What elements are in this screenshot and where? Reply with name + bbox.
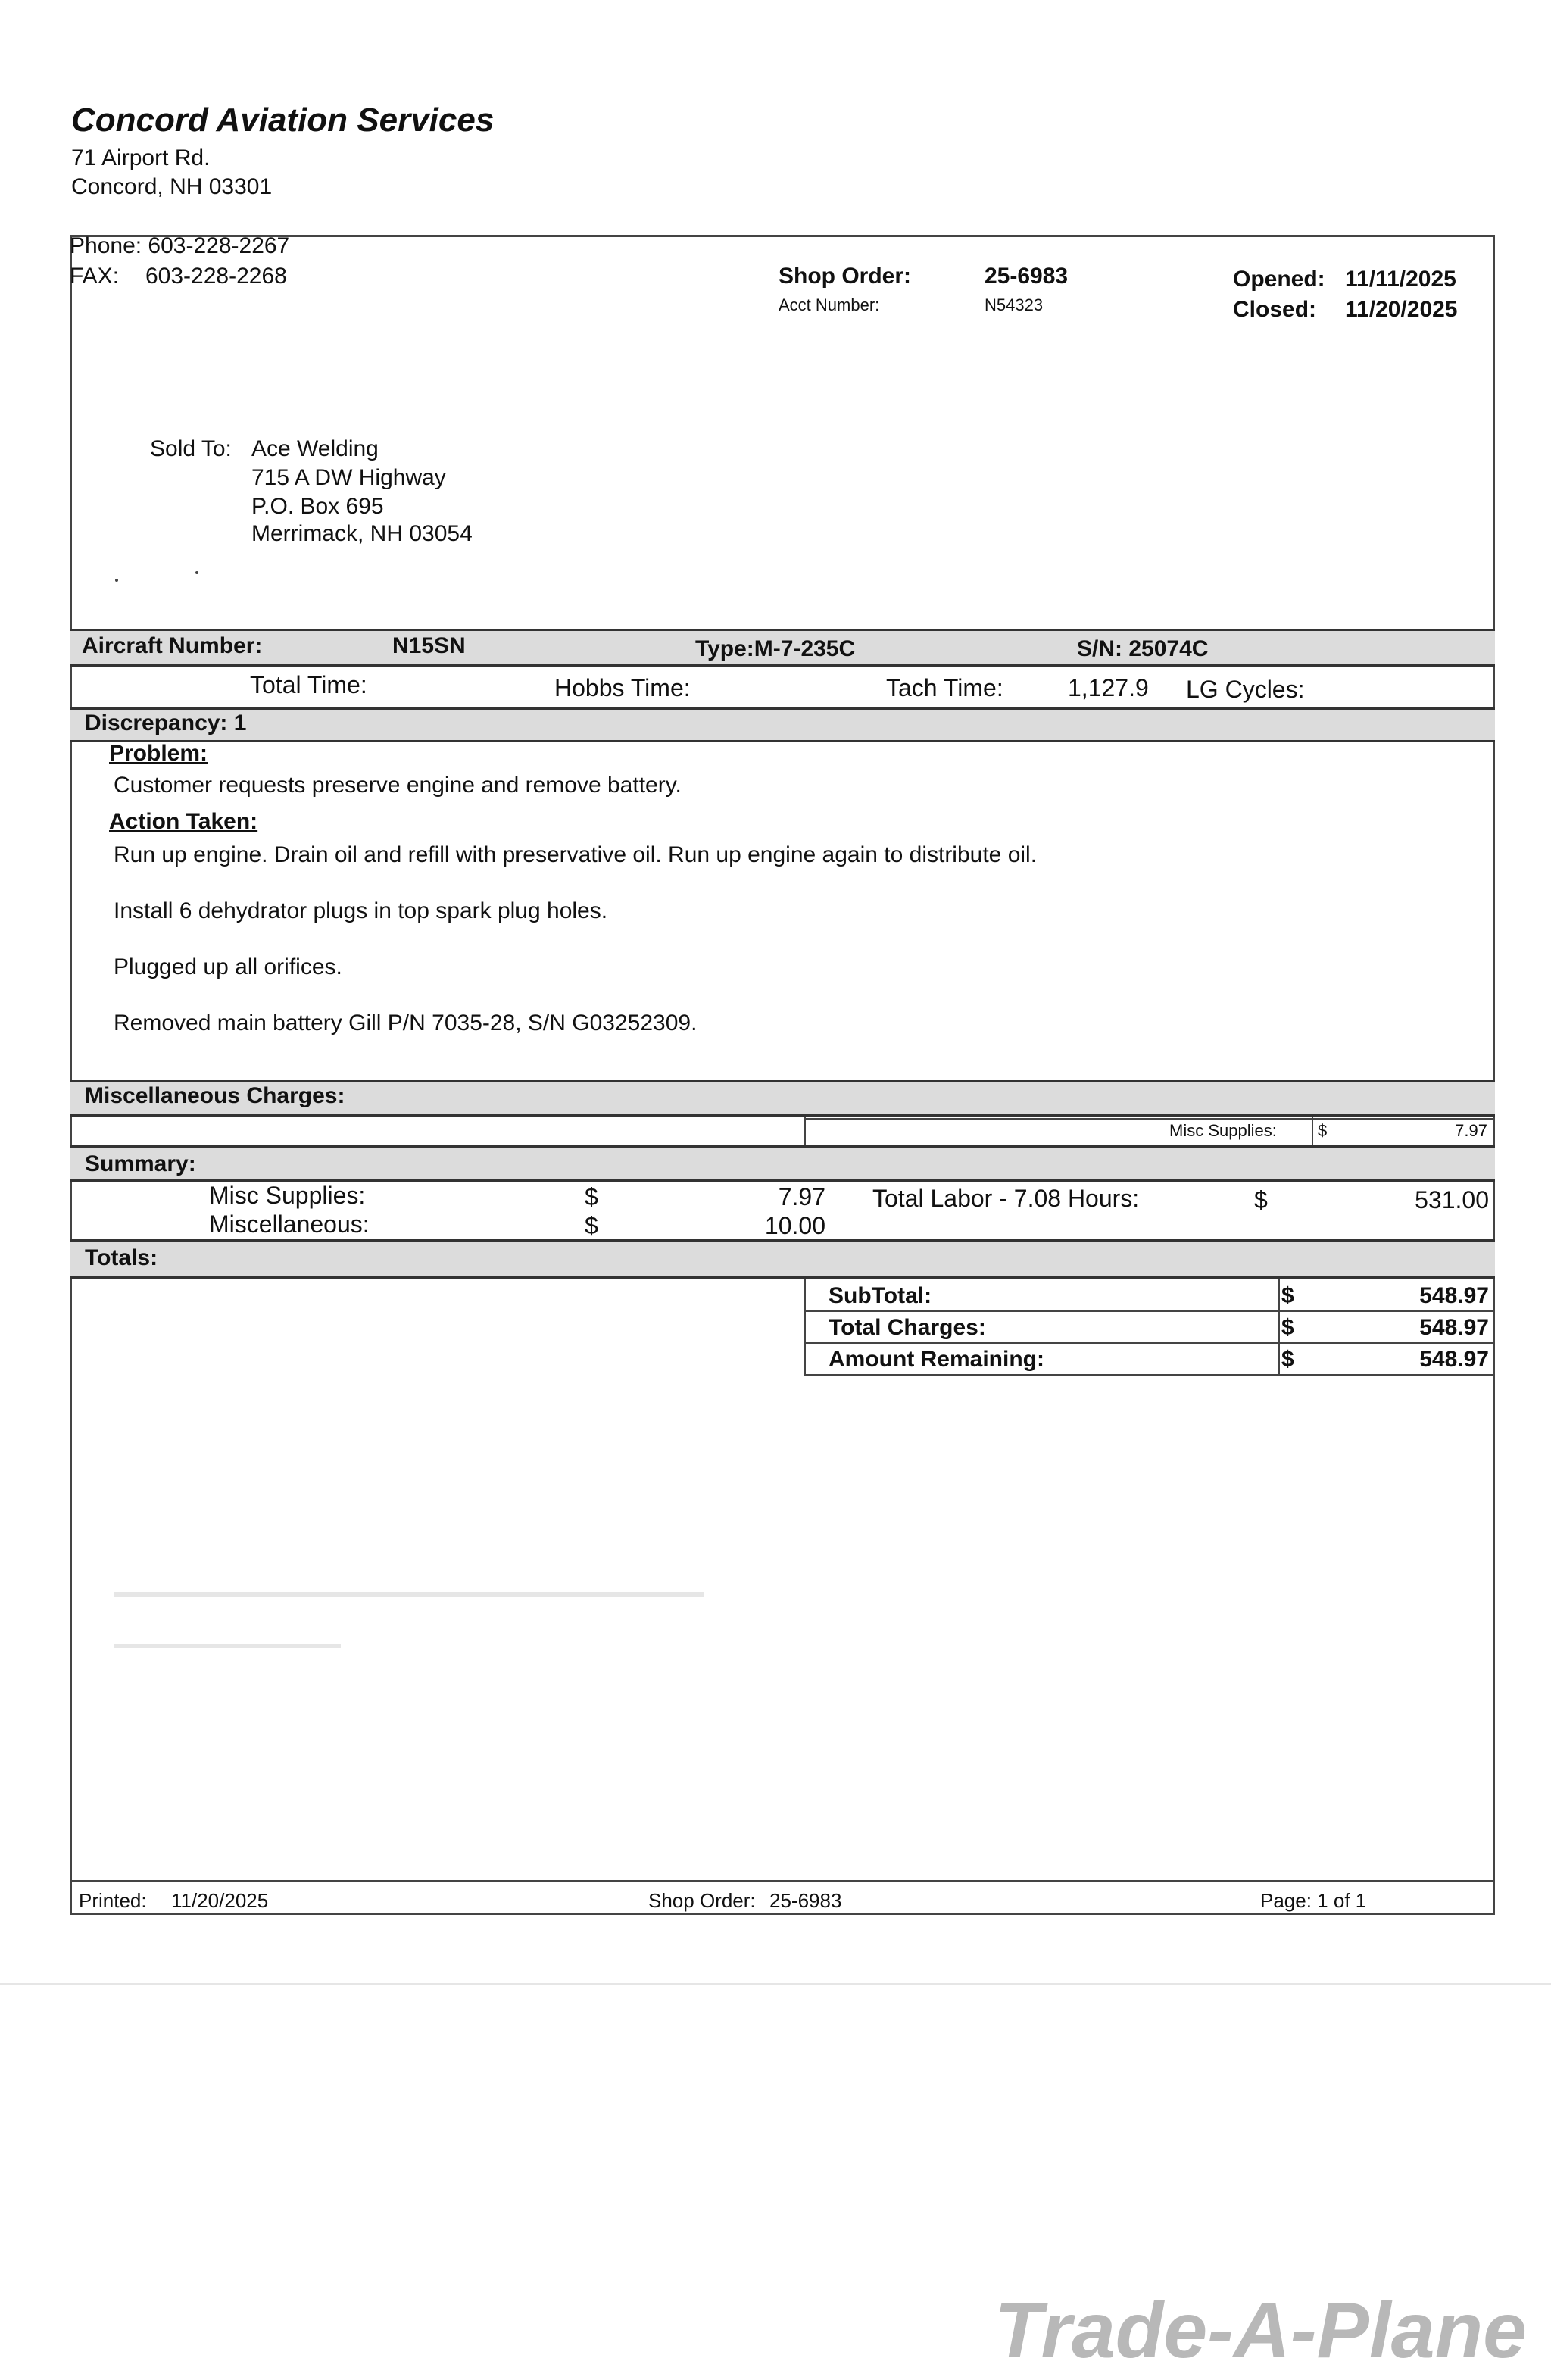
- sold-to-line2: P.O. Box 695: [251, 494, 384, 519]
- tach-time-value: 1,127.9: [1068, 674, 1149, 701]
- company-fax: 603-228-2268: [145, 264, 287, 289]
- bleed-through-mark: [114, 1592, 704, 1597]
- sold-to-name: Ace Welding: [251, 436, 379, 461]
- total-time-label: Total Time:: [250, 671, 367, 698]
- aircraft-serial: S/N: 25074C: [1077, 636, 1209, 661]
- aircraft-type: Type:M-7-235C: [695, 636, 856, 661]
- summary-header: Summary:: [85, 1151, 196, 1176]
- shop-order-label: Shop Order:: [779, 264, 912, 289]
- trade-a-plane-logo: [772, 2288, 1530, 2371]
- fax-label: FAX:: [70, 264, 120, 289]
- sold-to-line1: 715 A DW Highway: [251, 465, 446, 490]
- misc-charges-divider: [804, 1117, 806, 1145]
- total-charges-value: 548.97: [1419, 1315, 1489, 1340]
- closed-label: Closed:: [1233, 297, 1317, 322]
- opened-date: 11/11/2025: [1345, 267, 1456, 292]
- discrepancy-header: Discrepancy: 1: [85, 711, 247, 736]
- footer-rule: [70, 1880, 1495, 1882]
- subtotal-currency: $: [1281, 1283, 1294, 1308]
- opened-label: Opened:: [1233, 267, 1325, 292]
- summary-bar: [70, 1145, 1495, 1182]
- misc-supplies-value: 7.97: [1455, 1121, 1487, 1140]
- totals-left-border: [804, 1279, 806, 1376]
- speck: [195, 571, 198, 574]
- speck: [115, 579, 118, 582]
- closed-date: 11/20/2025: [1345, 297, 1458, 322]
- company-address-line1: 71 Airport Rd.: [71, 145, 211, 170]
- totals-row-rule: [804, 1374, 1495, 1376]
- discrepancy-bar: [70, 707, 1495, 742]
- acct-number: N54323: [985, 295, 1044, 314]
- lg-cycles-label: LG Cycles:: [1186, 676, 1305, 703]
- shop-order-number: 25-6983: [985, 264, 1069, 289]
- summary-labor-value: 531.00: [1415, 1186, 1489, 1213]
- summary-miscellaneous-label: Miscellaneous:: [209, 1210, 370, 1238]
- problem-label: Problem:: [109, 741, 208, 766]
- amount-remaining-currency: $: [1281, 1347, 1294, 1372]
- hobbs-time-label: Hobbs Time:: [554, 674, 691, 701]
- footer-shop-order-label: Shop Order:: [648, 1889, 756, 1912]
- action-line: Run up engine. Drain oil and refill with preservative oil. Run up engine again to distribute oil.: [114, 842, 1038, 867]
- totals-row-rule: [804, 1342, 1495, 1344]
- misc-supplies-currency: $: [1318, 1121, 1328, 1140]
- sold-to-label: Sold To:: [150, 436, 232, 461]
- action-line: Install 6 dehydrator plugs in top spark plug holes.: [114, 898, 608, 923]
- summary-misc-value: 7.97: [778, 1183, 825, 1210]
- misc-charges-header: Miscellaneous Charges:: [85, 1083, 345, 1108]
- amount-remaining-value: 548.97: [1419, 1347, 1489, 1372]
- total-charges-currency: $: [1281, 1315, 1294, 1340]
- aircraft-number: N15SN: [392, 633, 466, 658]
- action-line: Plugged up all orifices.: [114, 954, 342, 979]
- action-taken-label: Action Taken:: [109, 809, 258, 834]
- summary-labor-currency: $: [1254, 1186, 1268, 1213]
- summary-miscellaneous-value: 10.00: [764, 1212, 825, 1239]
- printed-date: 11/20/2025: [171, 1889, 269, 1912]
- bleed-through-mark: [114, 1644, 341, 1648]
- sold-to-line3: Merrimack, NH 03054: [251, 521, 473, 546]
- action-line: Removed main battery Gill P/N 7035-28, S/N G03252309.: [114, 1010, 697, 1035]
- company-phone: Phone: 603-228-2267: [70, 233, 290, 258]
- footer-shop-order: 25-6983: [769, 1889, 842, 1912]
- scan-edge-line: [0, 1983, 1551, 1985]
- amount-remaining-label: Amount Remaining:: [829, 1347, 1044, 1372]
- summary-misc-currency: $: [585, 1183, 598, 1210]
- totals-currency-divider: [1278, 1279, 1280, 1376]
- totals-header: Totals:: [85, 1245, 158, 1270]
- company-address-line2: Concord, NH 03301: [71, 174, 273, 199]
- summary-miscellaneous-currency: $: [585, 1212, 598, 1239]
- aircraft-number-label: Aircraft Number:: [82, 633, 263, 658]
- printed-label: Printed:: [79, 1889, 147, 1912]
- tach-time-label: Tach Time:: [886, 674, 1003, 701]
- totals-bar: [70, 1239, 1495, 1279]
- logo-text: Trade-A-Plane: [994, 2288, 1527, 2371]
- subtotal-label: SubTotal:: [829, 1283, 932, 1308]
- misc-charges-divider: [1312, 1117, 1313, 1145]
- misc-charges-rule: [804, 1118, 1495, 1120]
- subtotal-value: 548.97: [1419, 1283, 1489, 1308]
- company-name: Concord Aviation Services: [71, 102, 495, 139]
- totals-row-rule: [804, 1310, 1495, 1312]
- problem-text: Customer requests preserve engine and remove battery.: [114, 773, 682, 798]
- total-charges-label: Total Charges:: [829, 1315, 986, 1340]
- summary-misc-label: Misc Supplies:: [209, 1182, 366, 1209]
- acct-number-label: Acct Number:: [779, 295, 880, 314]
- summary-labor-label: Total Labor - 7.08 Hours:: [872, 1185, 1140, 1212]
- misc-supplies-label: Misc Supplies:: [1169, 1121, 1277, 1140]
- page-number: Page: 1 of 1: [1260, 1889, 1367, 1912]
